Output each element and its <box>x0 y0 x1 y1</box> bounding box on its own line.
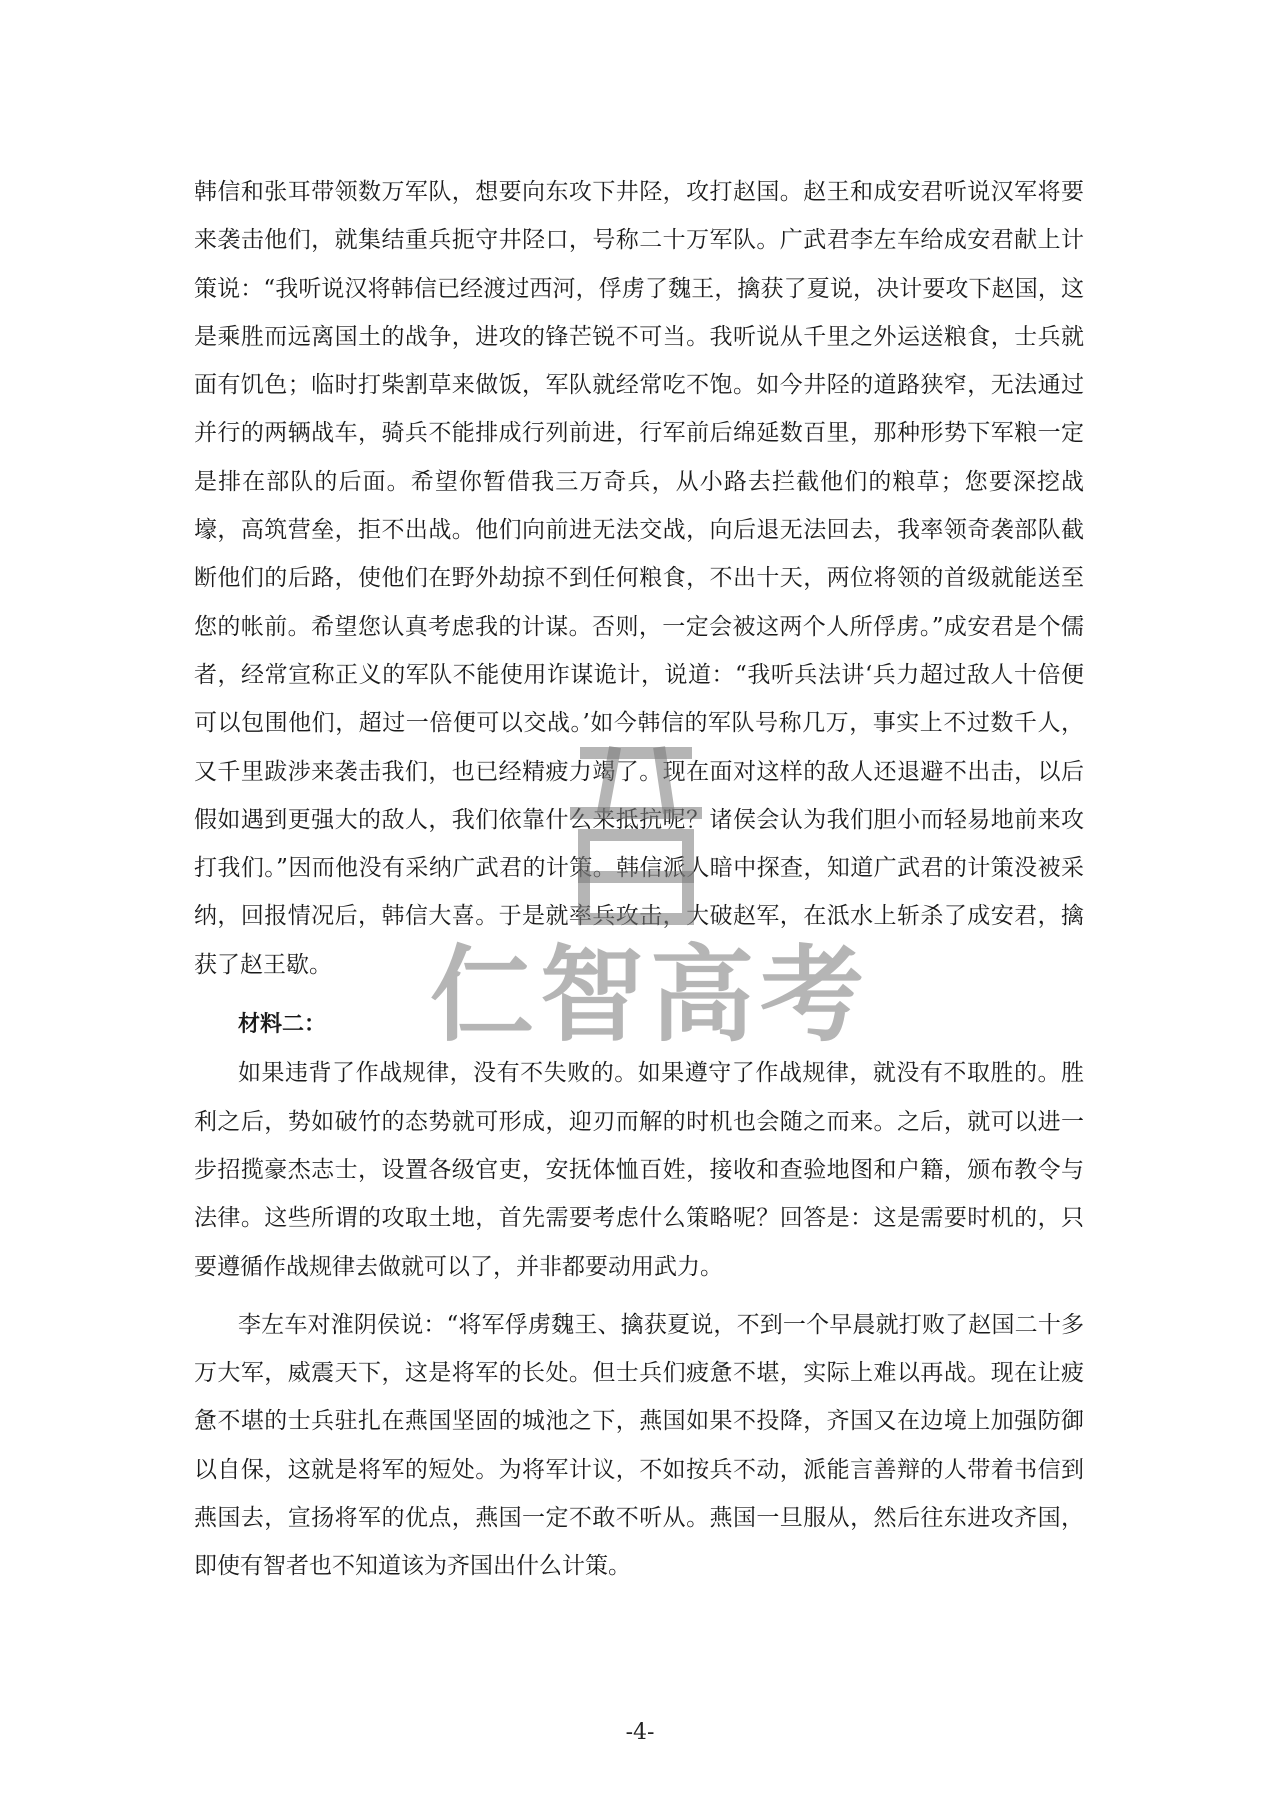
paragraph-3: 李左车对淮阴侯说：“将军俘虏魏王、擒获夏说，不到一个早晨就打败了赵国二十多万大军，威震天下，这是将军的长处。但士兵们疲惫不堪，实际上难以再战。现在让疲惫不堪的士兵驻扎在燕国坚固的城池之下，燕国如果不投降，齐国又在边境上加强防御以自保，这就是将军的短处。为将军计议，不如按兵不动，派能言善辩的人带着书信到燕国去，宣扬将军的优点，燕国一定不敢不听从。燕国一旦服从，然后往东进攻齐国，即使有智者也不知道该为齐国出什么计策。 <box>194 1311 1084 1580</box>
watermark-text: 仁智高考 <box>429 934 870 1056</box>
paragraph-2: 如果违背了作战规律，没有不失败的。如果遵守了作战规律，就没有不取胜的。胜利之后，势如破竹的态势就可形成，迎刃而解的时机也会随之而来。之后，就可以进一步招揽豪杰志士，设置各级官吏，安抚体恤百姓，接收和查验地图和户籍，颁布教令与法律。这些所谓的攻取土地，首先需要考虑什么策略呢？回答是：这是需要时机的，只要遵循作战规律去做就可以了，并非都要动用武力。 <box>194 1060 1084 1280</box>
paragraph-1: 韩信和张耳带领数万军队，想要向东攻下井陉，攻打赵国。赵王和成安君听说汉军将要来袭击他们，就集结重兵扼守井陉口，号称二十万军队。广武君李左车给成安君献上计策说：“我听说汉将韩信已经渡过西河，俘虏了魏王，擒获了夏说，决计要攻下赵国，这是乘胜而远离国土的战争，进攻的锋芒锐不可当。我听说从千里之外运送粮食，士兵就面有饥色；临时打柴割草来做饭，军队就经常吃不饱。如今井陉的道路狭窄，无法通过并行的两辆战车，骑兵不能排成行列前进，行军前后绵延数百里，那种形势下军粮一定是排在部队的后面。希望你暂借我三万奇兵，从小路去拦截他们的粮草；您要深挖战壕，高筑营垒，拒不出战。他们向前进无法交战，向后退无法回去，我率领奇袭部队截断他们的后路，使他们在野外劫掠不到任何粮食，不出十天，两位将领的首级就能送至您的帐前。希望您认真考虑我的计谋。否则，一定会被这两个人所俘虏。”成安君是个儒者，经常宣称正义的军队不能使用诈谋诡计，说道：“我听兵法讲‘兵力超过敌人十倍便可以包围他们，超过一倍便可以交战。’如今韩信的军队号称几万，事实上不过数千人，又千里跋涉来袭击我们，也已经精疲力竭了。现在面对这样的敌人还退避不出击，以后假如遇到更强大的敌人，我们依靠什么来抵抗呢？诸侯会认为我们胆小而轻易地前来攻打我们。”因而他没有采纳广武君的计策。韩信派人暗中探查，知道广武君的计策没被采纳，回报情况后，韩信大喜。于是就率兵攻击，大破赵军，在泜水上斩杀了成安君，擒获了赵王歇。 <box>194 179 1084 978</box>
section-heading-material-2: 材料二： <box>238 1012 327 1038</box>
document-body <box>194 168 1084 1591</box>
page-number: -4- <box>625 1720 655 1745</box>
